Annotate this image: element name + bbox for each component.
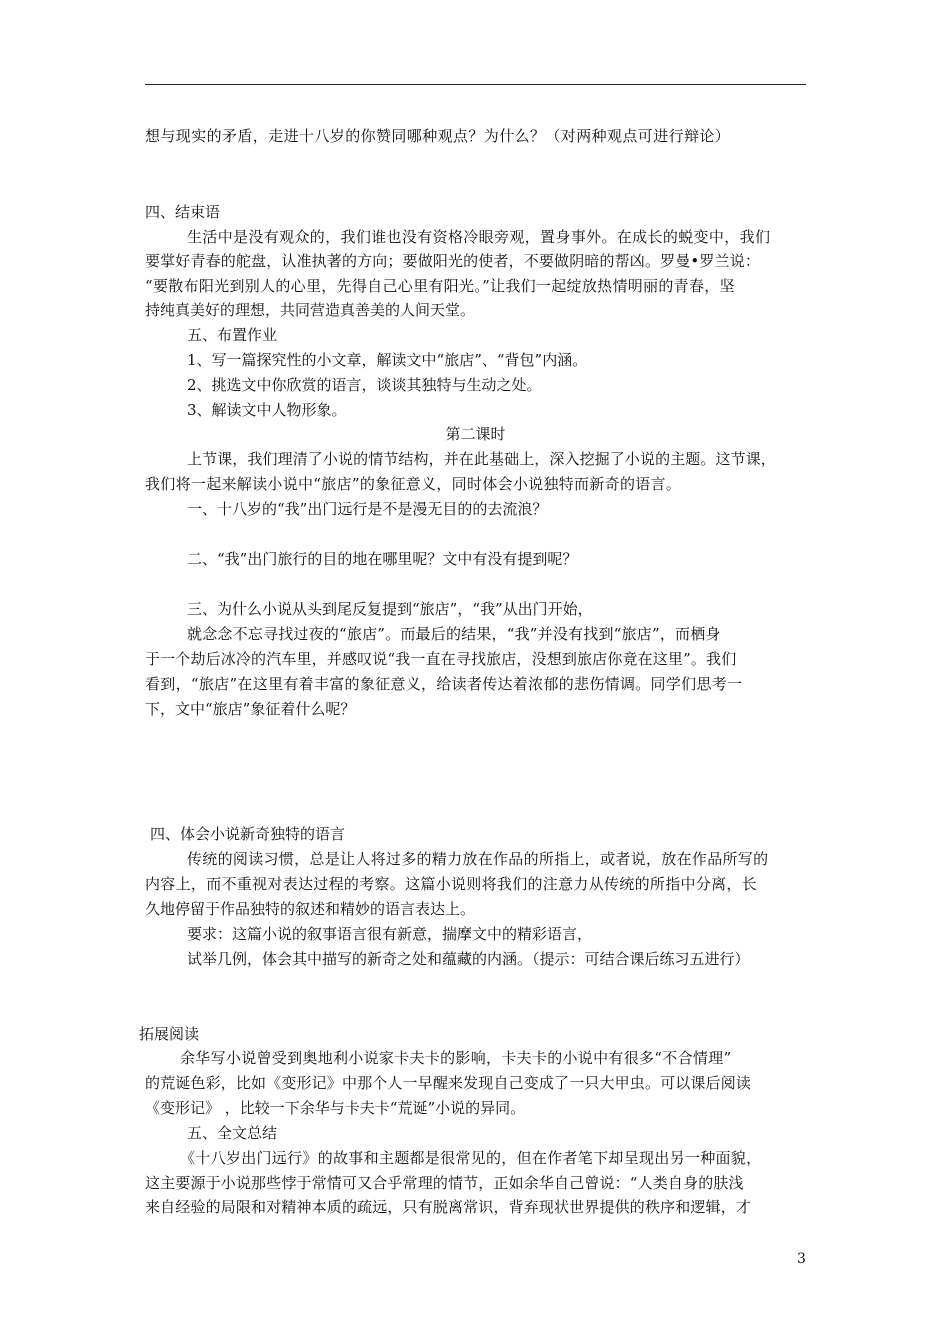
text-line: 余华写小说曾受到奥地利小说家卡夫卡的影响，卡夫卡的小说中有很多“不合情理”: [180, 1049, 732, 1067]
text-line: 生活中是没有观众的，我们谁也没有资格冷眼旁观，置身事外。在成长的蜕变中，我们: [187, 228, 771, 246]
lesson-title: 第二课时: [445, 425, 506, 443]
section-heading: 五、布置作业: [187, 326, 278, 344]
text-line: “要散布阳光到别人的心里，先得自己心里有阳光。”让我们一起绽放热情明丽的青春，坚: [145, 277, 735, 295]
text-line: 要求：这篇小说的叙事语言很有新意，揣摩文中的精彩语言，: [187, 925, 593, 943]
text-line: 试举几例，体会其中描写的新奇之处和蕴藏的内涵。（提示：可结合课后练习五进行）: [187, 950, 750, 968]
text-line: 就念念不忘寻找过夜的“旅店”。而最后的结果，“我”并没有找到“旅店”，而栖身: [187, 625, 721, 643]
text-line: 想与现实的矛盾，走进十八岁的你赞同哪种观点？为什么？（对两种观点可进行辩论）: [145, 127, 731, 145]
section-heading: 四、结束语: [145, 203, 221, 221]
text-line: 来自经验的局限和对精神本质的疏远，只有脱离常识，背弃现状世界提供的秩序和逻辑，才: [145, 1198, 752, 1216]
text-line: 的荒诞色彩，比如《变形记》中那个人一早醒来发现自己变成了一只大甲虫。可以课后阅读: [145, 1074, 752, 1092]
text-line: 内容上，而不重视对表达过程的考察。这篇小说则将我们的注意力从传统的所指中分离，长: [145, 875, 758, 893]
page-number: 3: [797, 1251, 806, 1267]
text-line: 《十八岁出门远行》的故事和主题都是很常见的，但在作者笔下却呈现出另一种面貌，: [180, 1149, 762, 1167]
section-heading: 五、全文总结: [187, 1124, 278, 1142]
question-line: 二、“我”出门旅行的目的地在哪里呢？文中有没有提到呢？: [187, 550, 578, 568]
text-line: 上节课，我们理清了小说的情节结构，并在此基础上，深入挖掘了小说的主题。这节课，: [187, 450, 776, 468]
question-line: 三、为什么小说从头到尾反复提到“旅店”，“我”从出门开始，: [187, 600, 593, 618]
text-line: 持纯真美好的理想，共同营造真善美的人间天堂。: [145, 301, 476, 319]
text-line: 看到，“旅店”在这里有着丰富的象征意义，给读者传达着浓郁的悲伤情调。同学们思考一: [145, 675, 743, 693]
text-line: 2、挑选文中你欣赏的语言，谈谈其独特与生动之处。: [187, 376, 542, 394]
text-line: 这主要源于小说那些悖于常情可又合乎常理的情节，正如余华自己曾说：“人类自身的肤浅: [145, 1174, 744, 1192]
section-heading: 拓展阅读: [139, 1025, 200, 1043]
question-line: 一、十八岁的“我”出门远行是不是漫无目的的去流浪？: [187, 500, 548, 518]
text-line: 久地停留于作品独特的叙述和精妙的语言表达上。: [145, 900, 476, 918]
text-line: 于一个劫后冰冷的汽车里，并感叹说“我一直在寻找旅店，没想到旅店你竟在这里”。我们: [145, 650, 737, 668]
section-heading: 四、体会小说新奇独特的语言: [150, 825, 346, 843]
text-line: 要掌好青春的舵盘，认准执著的方向；要做阳光的使者，不要做阴暗的帮凶。罗曼•罗兰说：: [145, 252, 761, 270]
text-line: 1、写一篇探究性的小文章，解读文中“旅店”、“背包”内涵。: [187, 351, 588, 369]
text-line: 下，文中“旅店”象征着什么呢？: [145, 700, 356, 718]
text-line: 《变形记》 ，比较一下余华与卡夫卡“荒诞”小说的异同。: [145, 1099, 526, 1117]
header-rule: [145, 84, 806, 85]
text-line: 我们将一起来解读小说中“旅店”的象征意义，同时体会小说独特而新奇的语言。: [145, 475, 682, 493]
text-line: 传统的阅读习惯，总是让人将过多的精力放在作品的所指上，或者说，放在作品所写的: [187, 850, 769, 868]
text-line: 3、解读文中人物形象。: [187, 401, 347, 419]
